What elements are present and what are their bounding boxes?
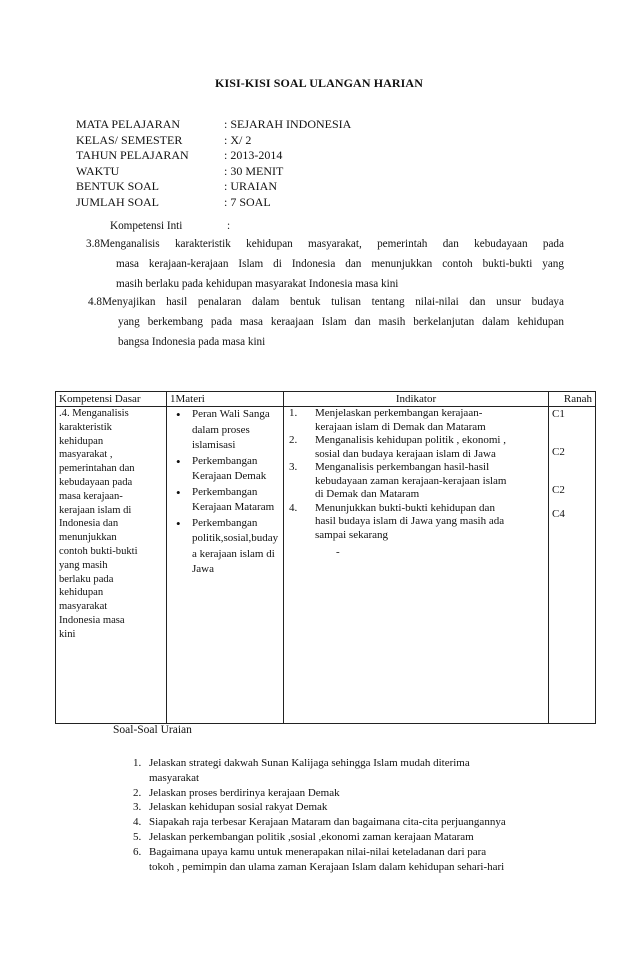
kd-line: contoh bukti-bukti <box>59 545 138 557</box>
indikator-line: sosial dan budaya kerajaan islam di Jawa <box>315 447 496 460</box>
kd-line: Indonesia dan <box>59 518 119 530</box>
kisi-kisi-table <box>55 391 596 724</box>
meta-row-question-count <box>76 195 351 211</box>
header-materi: 1Materi <box>167 392 284 407</box>
meta-row-question-type <box>76 179 351 195</box>
ranah-value: C4 <box>552 508 565 520</box>
soal-number: 5. <box>133 830 142 843</box>
list-item <box>133 830 573 845</box>
indikator-line: Menganalisis kehidupan politik , ekonomi , <box>315 434 506 446</box>
indikator-number: 3. <box>289 461 298 473</box>
materi-line: a kerajaan islam di <box>192 547 275 560</box>
indikator-line: Menjelaskan perkembangan kerajaan- <box>315 407 483 419</box>
header-ranah: Ranah <box>549 392 596 407</box>
soal-line: Jelaskan proses berdirinya kerajaan Demak <box>149 786 340 799</box>
kd-line: yang masih <box>59 559 108 571</box>
list-item <box>287 502 545 543</box>
kompetensi-inti-4-8 <box>86 292 564 352</box>
kompetensi-inti-label: Kompetensi Inti <box>110 220 183 232</box>
soal-number: 6. <box>133 845 142 858</box>
soal-uraian-title: Soal-Soal Uraian <box>113 724 192 736</box>
list-item <box>133 845 573 875</box>
list-item <box>133 786 573 801</box>
materi-line: dalam proses <box>192 423 250 436</box>
meta-key: TAHUN PELAJARAN <box>76 148 189 162</box>
materi-line: politik,sosial,buday <box>192 532 279 544</box>
meta-row-year <box>76 148 351 164</box>
list-item <box>133 756 573 786</box>
soal-number: 1. <box>133 757 142 769</box>
header-kompetensi-dasar: Kompetensi Dasar <box>56 392 167 407</box>
list-item <box>170 454 280 485</box>
list-item <box>287 407 545 434</box>
kompetensi-inti-3-8 <box>86 234 564 294</box>
materi-line: islamisasi <box>192 439 236 451</box>
indikator-line: di Demak dan Mataram <box>315 488 420 500</box>
kd-line: menunjukkan <box>59 532 117 544</box>
soal-text <box>149 845 573 875</box>
kd-line: .4. Menganalisis <box>59 408 129 419</box>
materi-list <box>170 407 280 578</box>
subject-info <box>76 117 351 210</box>
indikator-line: Menganalisis perkembangan hasil-hasil <box>315 461 490 473</box>
soal-text <box>149 830 573 845</box>
kd-line: karakteristik <box>59 421 112 433</box>
soal-line: Siapakah raja terbesar Kerajaan Mataram dan bagaimana cita-cita perjuangannya <box>149 816 506 829</box>
soal-line: Jelaskan perkembangan politik ,sosial ,ekonomi zaman kerajaan Mataram <box>149 830 474 843</box>
meta-row-class <box>76 133 351 149</box>
indikator-text <box>315 407 535 434</box>
kd-line: kerajaan islam di <box>59 504 132 516</box>
kompetensi-inti-colon: : <box>227 220 231 232</box>
indikator-number: 4. <box>289 501 298 514</box>
soal-list <box>133 756 573 874</box>
meta-key: KELAS/ SEMESTER <box>76 132 183 147</box>
soal-text <box>149 815 573 830</box>
list-item <box>170 485 280 516</box>
soal-text <box>149 786 573 801</box>
ki-line: 4.8Menyajikan hasil penalaran dalam bentuk tulisan tentang nilai-nilai dan unsur budaya <box>88 296 564 308</box>
soal-text <box>149 756 573 786</box>
list-item <box>133 815 573 830</box>
indikator-text <box>315 461 535 502</box>
ki-line: masih berlaku pada kehidupan masyarakat Indonesia masa kini <box>116 278 399 290</box>
ki-line: masa kerajaan-kerajaan Islam di Indonesia dan menunjukkan contoh bukti-bukti yang <box>116 258 564 270</box>
list-item <box>170 516 280 578</box>
indikator-line: Menunjukkan bukti-bukti kehidupan dan <box>315 501 495 514</box>
kd-line: pemerintahan dan <box>59 463 135 475</box>
soal-line: masyarakat <box>149 771 200 784</box>
materi-line: • Perkembangan <box>192 454 258 467</box>
indikator-list <box>287 407 545 542</box>
table-row <box>56 407 596 724</box>
indikator-dash: - <box>336 546 340 558</box>
list-item <box>170 407 280 454</box>
list-item <box>133 800 573 815</box>
indikator-line: kebudayaan zaman kerajaan-kerajaan islam <box>315 474 507 487</box>
list-item <box>287 434 545 461</box>
soal-line: Jelaskan kehidupan sosial rakyat Demak <box>149 801 328 814</box>
meta-value: : 30 MENIT <box>224 163 284 178</box>
document-title: KISI-KISI SOAL ULANGAN HARIAN <box>215 76 423 90</box>
kompetensi-dasar-cell <box>56 407 167 724</box>
ki-line: 3.8Menganalisis karakteristik kehidupan masyarakat, pemerintah dan kebudayaan pada <box>86 238 564 250</box>
meta-value: : 7 SOAL <box>224 194 271 209</box>
soal-line: Jelaskan strategi dakwah Sunan Kalijaga sehingga Islam mudah diterima <box>149 757 470 769</box>
indikator-text <box>315 502 535 543</box>
kd-line: kehidupan <box>59 435 104 447</box>
meta-value: : X/ 2 <box>224 132 252 147</box>
soal-line: tokoh , pemimpin dan ulama zaman Kerajaan Islam dalam kehidupan sehari-hari <box>149 860 505 873</box>
indikator-number: 1. <box>289 407 298 419</box>
soal-text <box>149 800 573 815</box>
list-item <box>287 461 545 502</box>
kd-line: kehidupan <box>59 587 104 599</box>
table-header-row <box>56 392 596 407</box>
materi-line: Kerajaan Demak <box>192 470 267 482</box>
meta-key: WAKTU <box>76 163 120 178</box>
kd-line: masa kerajaan- <box>59 490 123 502</box>
meta-row-subject <box>76 117 351 133</box>
ranah-cell <box>549 407 596 724</box>
indikator-line: kerajaan islam di Demak dan Mataram <box>315 420 486 433</box>
meta-key: JUMLAH SOAL <box>76 194 160 209</box>
kd-line: kini <box>59 628 76 640</box>
soal-number: 3. <box>133 801 142 814</box>
kd-line: Indonesia masa <box>59 614 125 626</box>
materi-line: • Perkembangan <box>192 516 258 529</box>
ranah-value: C1 <box>552 408 565 420</box>
materi-line: Kerajaan Mataram <box>192 501 275 513</box>
header-indikator: Indikator <box>284 392 549 407</box>
materi-line: • Peran Wali Sanga <box>192 408 270 420</box>
kd-line: masyarakat <box>59 601 108 613</box>
indikator-line: sampai sekarang <box>315 528 388 541</box>
materi-line: • Perkembangan <box>192 485 258 498</box>
ki-line: yang berkembang pada masa keraajaan Islam dan masih berkelanjutan dalam kehidupan <box>118 316 564 328</box>
kd-line: masyarakat , <box>59 449 113 461</box>
materi-line: Jawa <box>192 563 214 575</box>
materi-cell <box>167 407 284 724</box>
kd-line: kebudayaan pada <box>59 476 133 488</box>
ranah-value: C2 <box>552 446 565 458</box>
soal-number: 4. <box>133 816 142 829</box>
soal-line: Bagaimana upaya kamu untuk menerapakan nilai-nilai keteladanan dari para <box>149 845 487 858</box>
meta-key: BENTUK SOAL <box>76 179 159 193</box>
meta-row-time <box>76 164 351 180</box>
meta-value: : URAIAN <box>224 179 277 193</box>
meta-value: : 2013-2014 <box>224 148 283 162</box>
indikator-number: 2. <box>289 434 298 446</box>
ranah-value: C2 <box>552 484 565 496</box>
soal-number: 2. <box>133 786 142 799</box>
indikator-cell <box>284 407 549 724</box>
ki-line: bangsa Indonesia pada masa kini <box>118 336 266 348</box>
indikator-line: hasil budaya islam di Jawa yang masih ada <box>315 515 505 527</box>
indikator-text <box>315 434 535 461</box>
kd-line: berlaku pada <box>59 573 114 585</box>
kompetensi-inti-heading <box>110 220 230 232</box>
meta-key: MATA PELAJARAN <box>76 117 181 131</box>
meta-value: : SEJARAH INDONESIA <box>224 117 352 131</box>
